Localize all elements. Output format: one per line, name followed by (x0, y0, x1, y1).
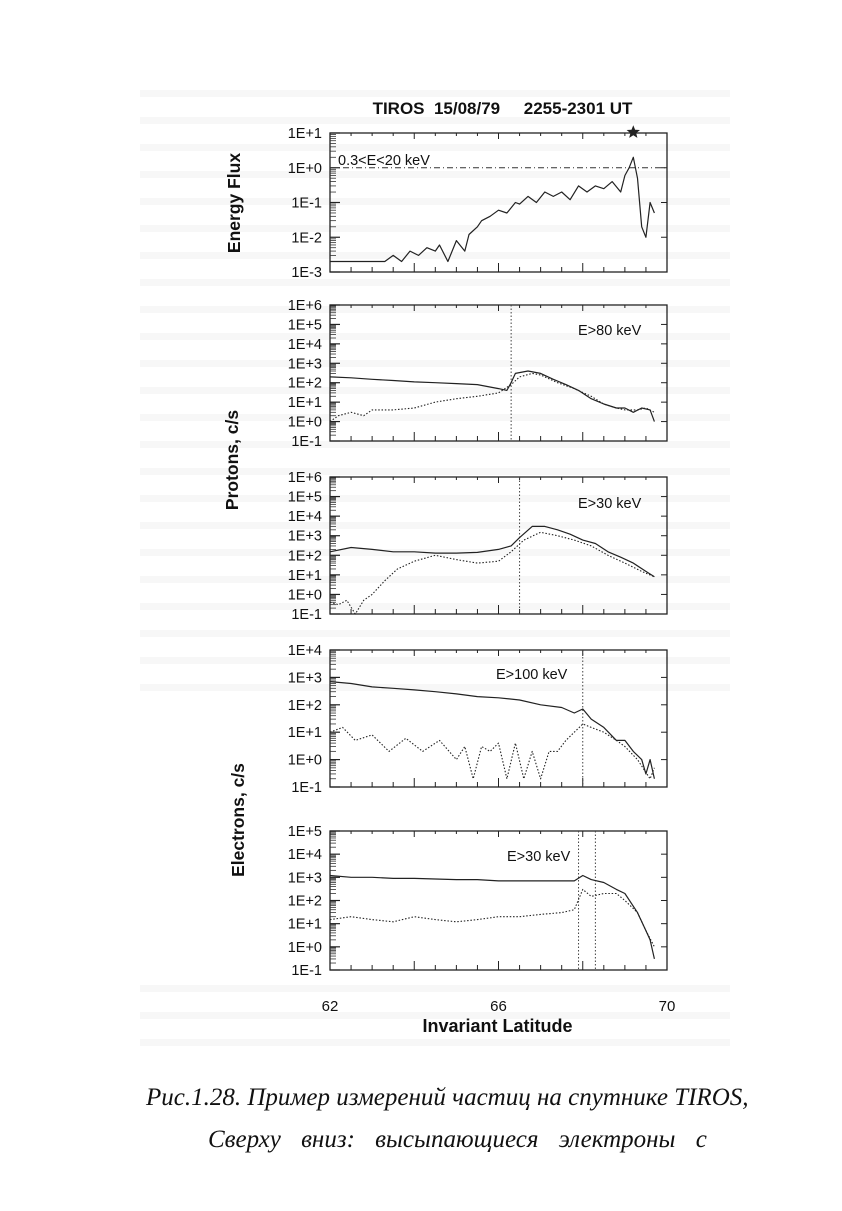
y-tick-label: 1E+0 (287, 939, 322, 956)
y-tick-label: 1E+0 (287, 414, 322, 431)
series-line-dotted (330, 373, 654, 421)
panel-annotation: E>80 keV (578, 323, 642, 339)
star-marker (627, 125, 640, 138)
series-line-solid (330, 682, 654, 779)
x-tick-label: 70 (658, 998, 676, 1015)
y-tick-label: 1E+5 (287, 489, 322, 506)
panel-annotation: E>100 keV (496, 667, 568, 683)
x-axis-label: Invariant Latitude (422, 1016, 573, 1036)
panel-energy-flux (224, 125, 667, 281)
panel-annotation: 0.3<E<20 keV (338, 153, 430, 169)
y-tick-label: 1E+2 (287, 697, 322, 714)
y-tick-label: 1E+5 (287, 317, 322, 334)
y-axis-label: Energy Flux (224, 152, 244, 254)
series-line-dotted (330, 889, 654, 946)
y-tick-label: 1E-1 (291, 780, 322, 796)
y-tick-label: 1E+3 (287, 870, 322, 887)
y-tick-label: 1E+4 (287, 336, 322, 353)
y-tick-label: 1E+2 (287, 548, 322, 565)
series-line-solid (330, 157, 654, 261)
y-tick-label: 1E+4 (287, 847, 322, 864)
y-tick-label: 1E+1 (287, 725, 322, 742)
panel-annotation: E>30 keV (578, 496, 642, 512)
y-tick-label: 1E-2 (291, 230, 322, 247)
series-line-dotted (330, 724, 654, 779)
y-tick-label: 1E+3 (287, 528, 322, 545)
caption-line-1: Рис.1.28. Пример измерений частиц на спутнике TIROS, (146, 1084, 749, 1111)
y-tick-label: 1E+0 (287, 587, 322, 604)
y-tick-label: 1E+1 (287, 126, 322, 142)
y-tick-label: 1E+4 (287, 509, 322, 526)
y-tick-label: 1E-1 (291, 195, 322, 212)
chart-title: TIROS 15/08/79 2255-2301 UT (372, 99, 633, 118)
series-line-solid (330, 526, 654, 576)
y-tick-label: 1E-3 (291, 265, 322, 281)
series-line-solid (330, 876, 654, 959)
y-tick-label: 1E-1 (291, 607, 322, 623)
y-tick-label: 1E+2 (287, 893, 322, 910)
y-tick-label: 1E+1 (287, 916, 322, 933)
panel-electrons-100 (288, 643, 667, 796)
panel-protons-30 (288, 470, 667, 623)
x-tick-label: 62 (321, 998, 339, 1015)
y-tick-label: 1E+3 (287, 356, 322, 373)
y-tick-label: 1E-1 (291, 434, 322, 450)
y-tick-label: 1E+2 (287, 375, 322, 392)
y-tick-label: 1E+0 (287, 160, 322, 177)
y-axis-label: Electrons, c/s (228, 763, 248, 877)
y-tick-label: 1E+6 (287, 298, 322, 314)
panel-annotation: E>30 keV (507, 849, 571, 865)
series-line-dotted (330, 532, 654, 614)
caption-line-2: Сверху вниз: высыпающиеся электроны с (208, 1126, 707, 1153)
y-tick-label: 1E+3 (287, 670, 322, 687)
y-tick-label: 1E-1 (291, 963, 322, 979)
y-tick-label: 1E+6 (287, 470, 322, 486)
series-line-solid (330, 371, 654, 422)
plot-frame (330, 831, 667, 970)
x-tick-label: 66 (490, 998, 507, 1015)
y-axis-label: Protons, c/s (222, 409, 242, 511)
y-tick-label: 1E+0 (287, 752, 322, 769)
y-tick-label: 1E+5 (287, 824, 322, 840)
y-tick-label: 1E+1 (287, 395, 322, 412)
y-tick-label: 1E+1 (287, 567, 322, 584)
y-tick-label: 1E+4 (287, 643, 322, 659)
